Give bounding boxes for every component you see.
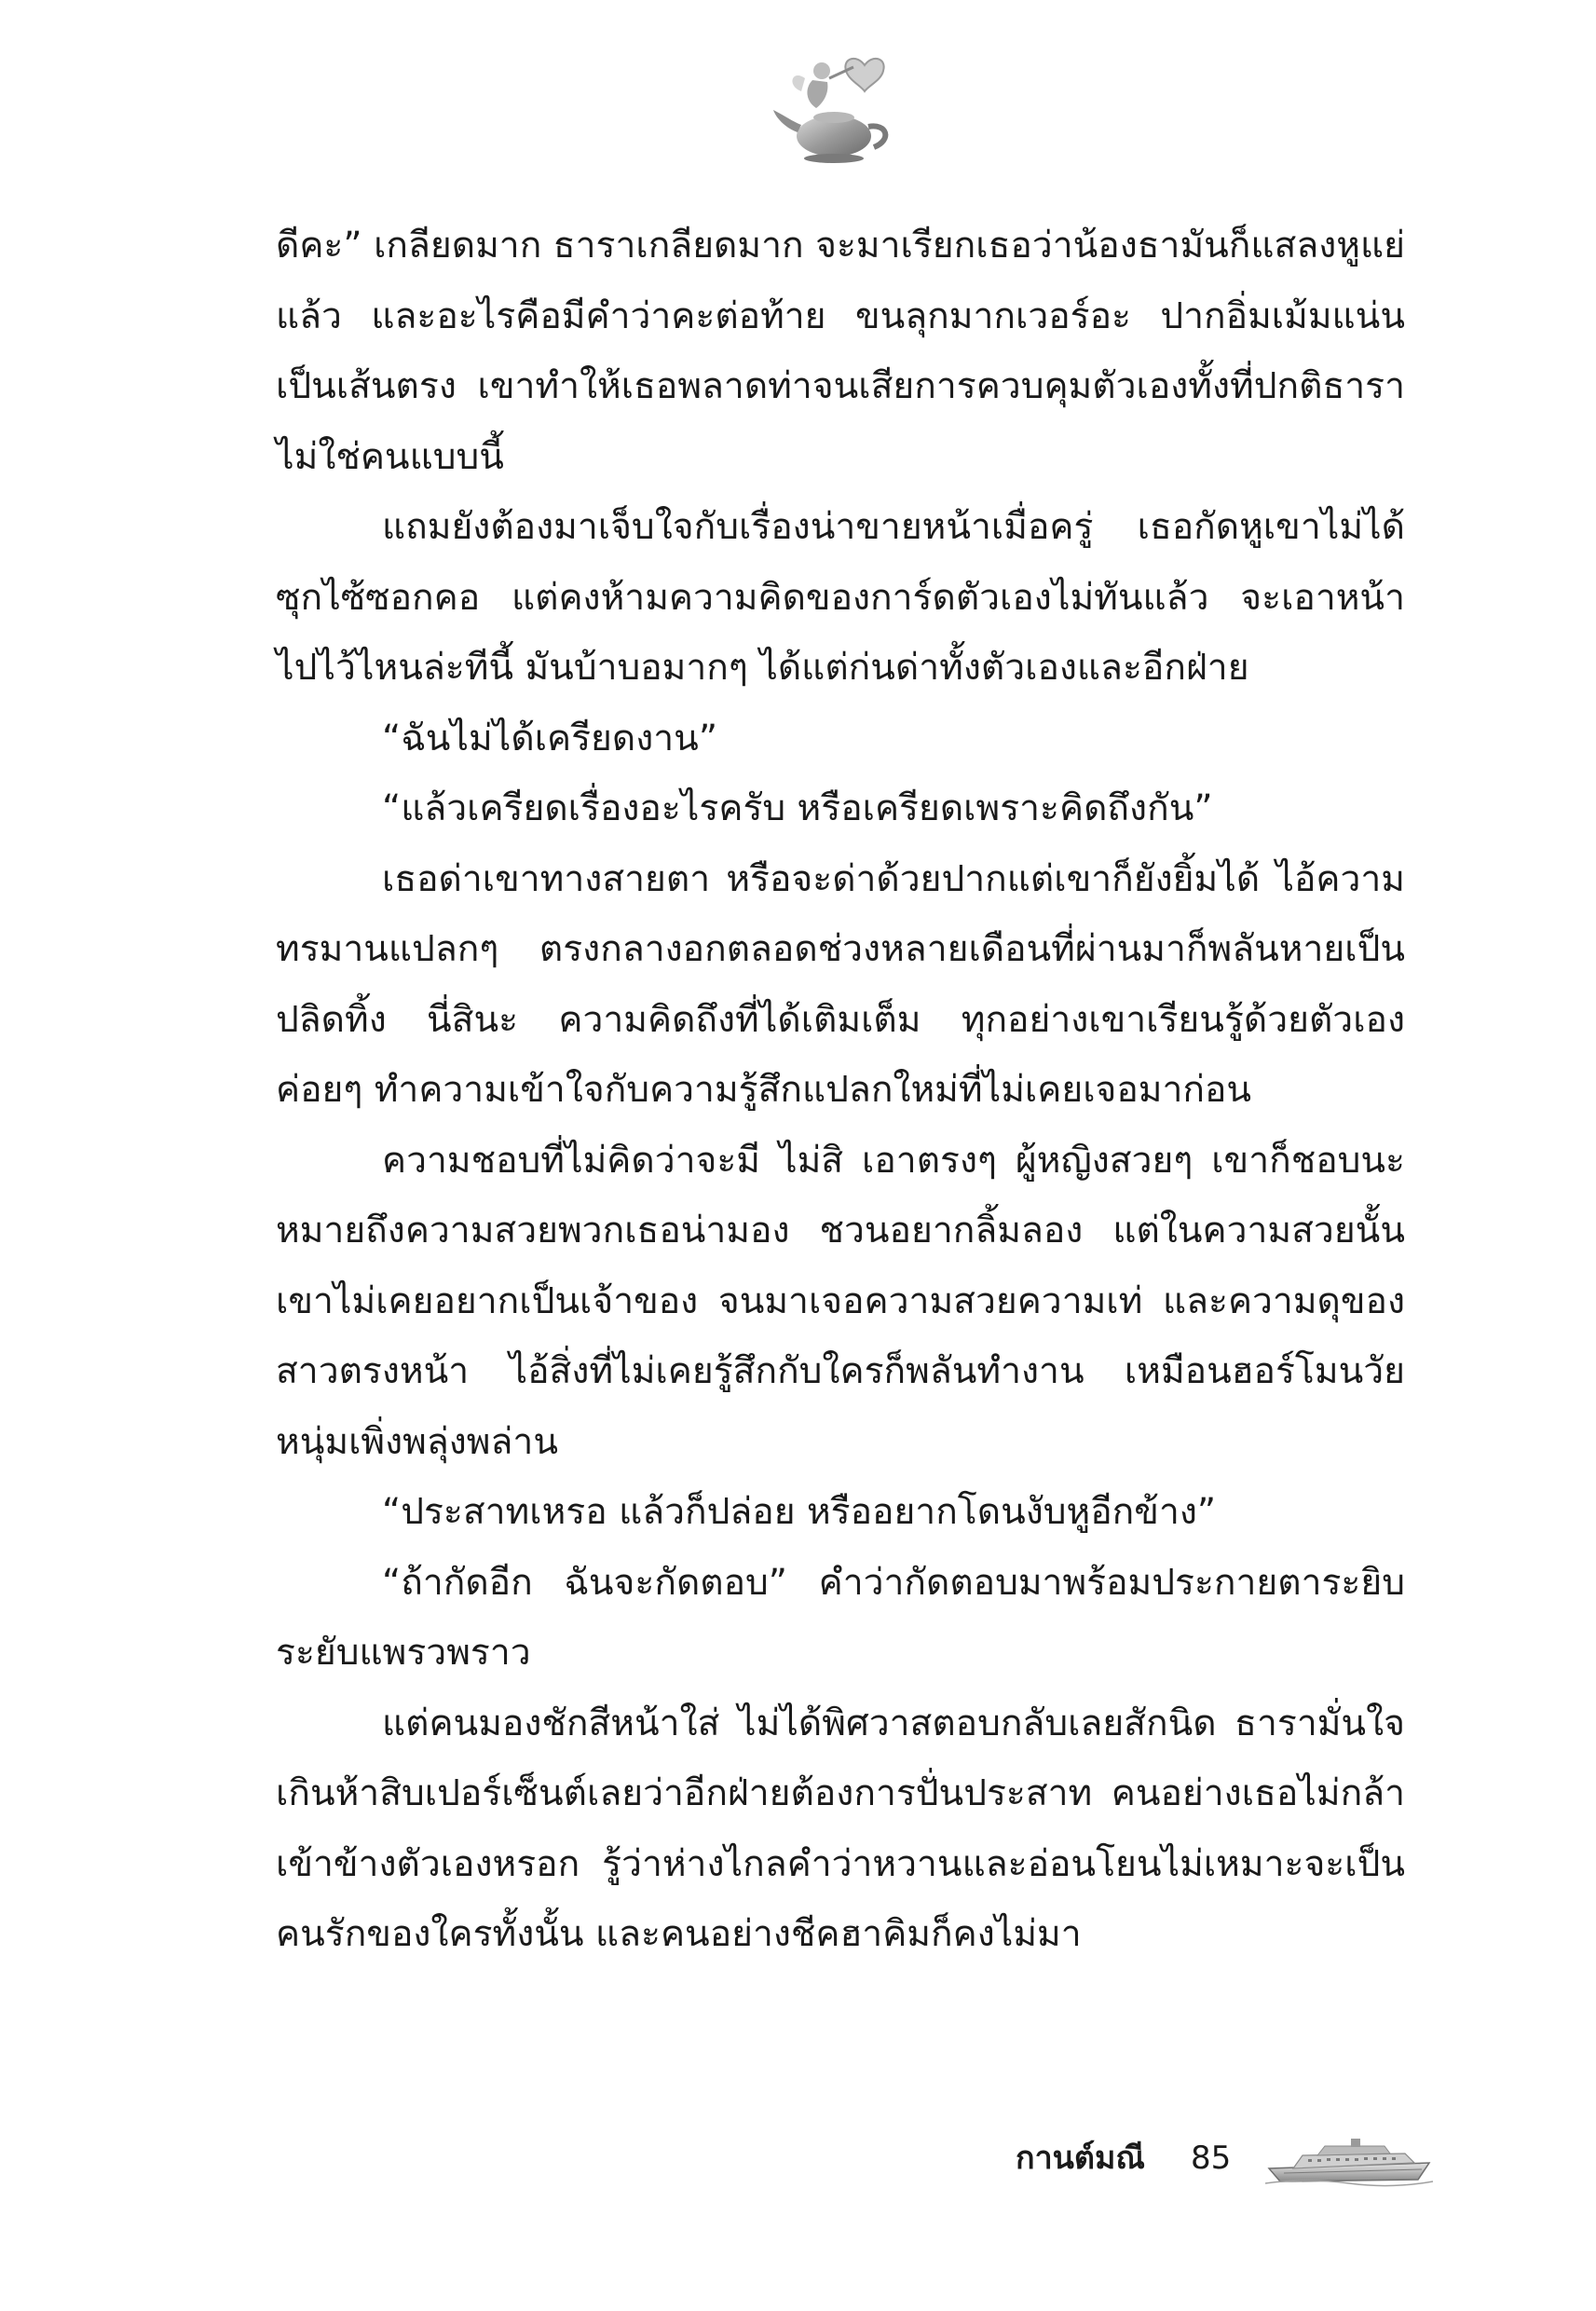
paragraph: แต่คนมองชักสีหน้าใส่ ไม่ได้พิศวาสตอบกลับเลยสักนิด ธารามั่นใจเกินห้าสิบเปอร์เซ็นต์เลยว่าอีกฝ่ายต้องการปั่นประสาท คนอย่างเธอไม่กล้าเข้าข้างตัวเองหรอก รู้ว่าห่างไกลคำว่าหวานและอ่อนโยนไม่เหมาะจะเป็นคนรักของใครทั้งนั้น และคนอย่างชีคฮาคิมก็คงไม่มา: [276, 1702, 1405, 1955]
paragraph: “ฉันไม่ได้เครียดงาน”: [382, 717, 718, 759]
paragraph: ดีคะ” เกลียดมาก ธาราเกลียดมาก จะมาเรียกเธอว่าน้องธามันก็แสลงหูแย่แล้ว และอะไรคือมีคำว่าคะต่อท้าย ขนลุกมากเวอร์อะ ปากอิ่มเม้มแน่นเป็นเส้นตรง เขาทำให้เธอพลาดท่าจนเสียการควบคุมตัวเองทั้งที่ปกติธาราไม่ใช่คนแบบนี้: [276, 225, 1405, 478]
cruise-ship-icon: [1265, 2135, 1433, 2187]
paragraph: “แล้วเครียดเรื่องอะไรครับ หรือเครียดเพราะคิดถึงกัน”: [382, 787, 1213, 829]
book-title: กานต์มณี: [1016, 2140, 1145, 2177]
paragraph: แถมยังต้องมาเจ็บใจกับเรื่องน่าขายหน้าเมื่อครู่ เธอกัดหูเขาไม่ได้ซุกไซ้ซอกคอ แต่คงห้ามความคิดของการ์ดตัวเองไม่ทันแล้ว จะเอาหน้าไปไว้ไหนล่ะทีนี้ มันบ้าบอมากๆ ได้แต่ก่นด่าทั้งตัวเองและอีกฝ่าย: [276, 506, 1405, 689]
body-text: [276, 211, 1405, 1970]
paragraph: “ถ้ากัดอีก ฉันจะกัดตอบ” คำว่ากัดตอบมาพร้อมประกายตาระยิบระยับแพรวพราว: [276, 1561, 1405, 1674]
paragraph: “ประสาทเหรอ แล้วก็ปล่อย หรืออยากโดนงับหูอีกข้าง”: [382, 1491, 1217, 1533]
paragraph: เธอด่าเขาทางสายตา หรือจะด่าด้วยปากแต่เขาก็ยังยิ้มได้ ไอ้ความทรมานแปลกๆ ตรงกลางอกตลอดช่วงหลายเดือนที่ผ่านมาก็พลันหายเป็นปลิดทิ้ง นี่สินะ ความคิดถึงที่ได้เติมเต็ม ทุกอย่างเขาเรียนรู้ด้วยตัวเอง ค่อยๆ ทำความเข้าใจกับความรู้สึกแปลกใหม่ที่ไม่เคยเจอมาก่อน: [276, 857, 1405, 1111]
teapot-with-cupid-icon: [764, 47, 904, 168]
page-number: 85: [1191, 2140, 1232, 2177]
page-footer: [1016, 2129, 1444, 2195]
paragraph: ความชอบที่ไม่คิดว่าจะมี ไม่สิ เอาตรงๆ ผู้หญิงสวยๆ เขาก็ชอบนะ หมายถึงความสวยพวกเธอน่ามอง ชวนอยากลิ้มลอง แต่ในความสวยนั้นเขาไม่เคยอยากเป็นเจ้าของ จนมาเจอความสวยความเท่ และความดุของสาวตรงหน้า ไอ้สิ่งที่ไม่เคยรู้สึกกับใครก็พลันทำงาน เหมือนฮอร์โมนวัยหนุ่มเพิ่งพลุ่งพล่าน: [276, 1139, 1405, 1463]
